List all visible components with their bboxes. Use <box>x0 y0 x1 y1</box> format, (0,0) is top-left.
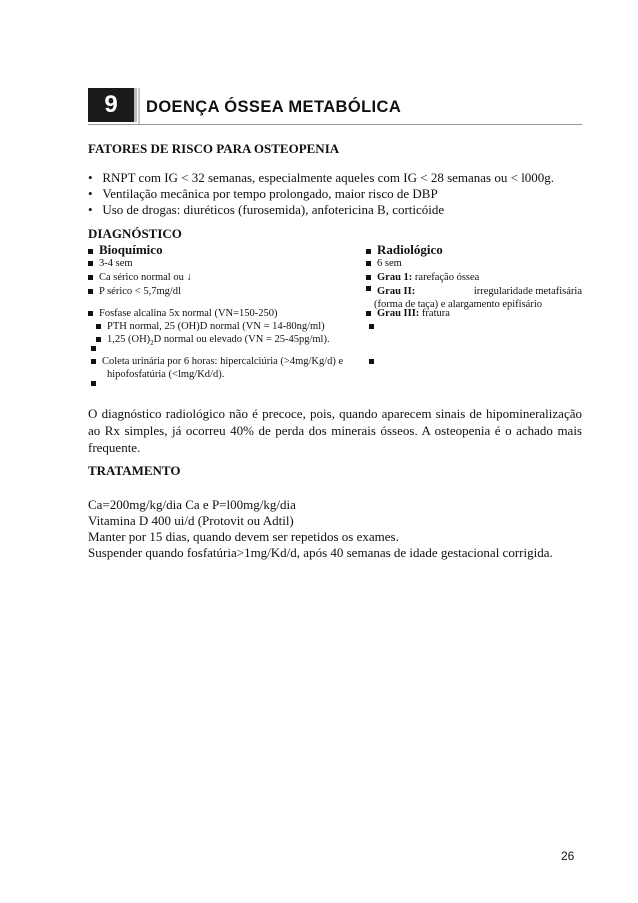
biochem-item: PTH normal, 25 (OH)D normal (VN = 14-80ng/ml) <box>96 321 325 332</box>
empty-bullet <box>91 378 96 389</box>
chapter-title: DOENÇA ÓSSEA METABÓLICA <box>146 98 402 116</box>
empty-bullet <box>369 321 374 332</box>
radio-title: Radiológico <box>366 242 443 258</box>
treatment-line: Suspender quando fosfatúria>1mg/Kd/d, após 40 semanas de idade gestacional corrigida. <box>88 545 553 560</box>
risk-heading: FATORES DE RISCO PARA OSTEOPENIA <box>88 141 340 156</box>
diagnosis-heading: DIAGNÓSTICO <box>88 226 182 241</box>
biochem-title: Bioquímico <box>88 242 163 258</box>
radio-item: Grau 1: rarefação óssea <box>366 272 479 283</box>
risk-item: • Uso de drogas: diuréticos (furosemida), anfotericina B, corticóide <box>88 202 445 217</box>
treatment-line: Ca=200mg/kg/dia Ca e P=l00mg/kg/dia <box>88 497 296 512</box>
risk-item: • RNPT com IG < 32 semanas, especialmente aqueles com IG < 28 semanas ou < l000g. <box>88 170 555 185</box>
biochem-item: Fosfase alcalina 5x normal (VN=150-250) <box>88 308 278 319</box>
radio-item-cont: (forma de taça) e alargamento epifisário <box>374 299 543 310</box>
risk-item: • Ventilação mecânica por tempo prolongado, maior risco de DBP <box>88 186 438 201</box>
down-arrow-icon: ↓ <box>186 272 192 283</box>
empty-bullet <box>369 356 374 367</box>
radio-item: Grau II: irregularidade metafisária <box>366 286 582 297</box>
biochem-item-cont: hipofosfatúria (<lmg/Kd/d). <box>107 369 225 380</box>
chapter-rule <box>88 124 582 125</box>
chapter-number: 9 <box>88 88 137 122</box>
treatment-heading: TRATAMENTO <box>88 463 181 478</box>
chapter-divider <box>138 88 140 124</box>
treatment-line: Manter por 15 dias, quando devem ser repetidos os exames. <box>88 529 399 544</box>
diagnosis-summary: O diagnóstico radiológico não é precoce, pois, quando aparecem sinais de hipomineralização ao Rx simples, já ocorreu 40% de perda dos minerais ósseos. A osteopenia é o achado mais frequente. <box>88 406 582 455</box>
biochem-item: 3-4 sem <box>88 258 133 269</box>
empty-bullet <box>91 343 96 354</box>
biochem-item: P sérico < 5,7mg/dl <box>88 286 181 297</box>
biochem-item: Coleta urinária por 6 horas: hipercalciúria (>4mg/Kg/d) e <box>91 356 343 367</box>
biochem-item: 1,25 $(OH)_2D$ normal ou elevado (VN = 25-45pg/ml). <box>96 334 330 347</box>
biochem-item: Ca sérico normal ou ↓ <box>88 272 192 283</box>
radio-item: Grau III: fratura <box>366 308 450 319</box>
radio-item: 6 sem <box>366 258 402 269</box>
treatment-line: Vitamina D 400 ui/d (Protovit ou Adtil) <box>88 513 294 528</box>
page-number: 26 <box>561 849 575 863</box>
